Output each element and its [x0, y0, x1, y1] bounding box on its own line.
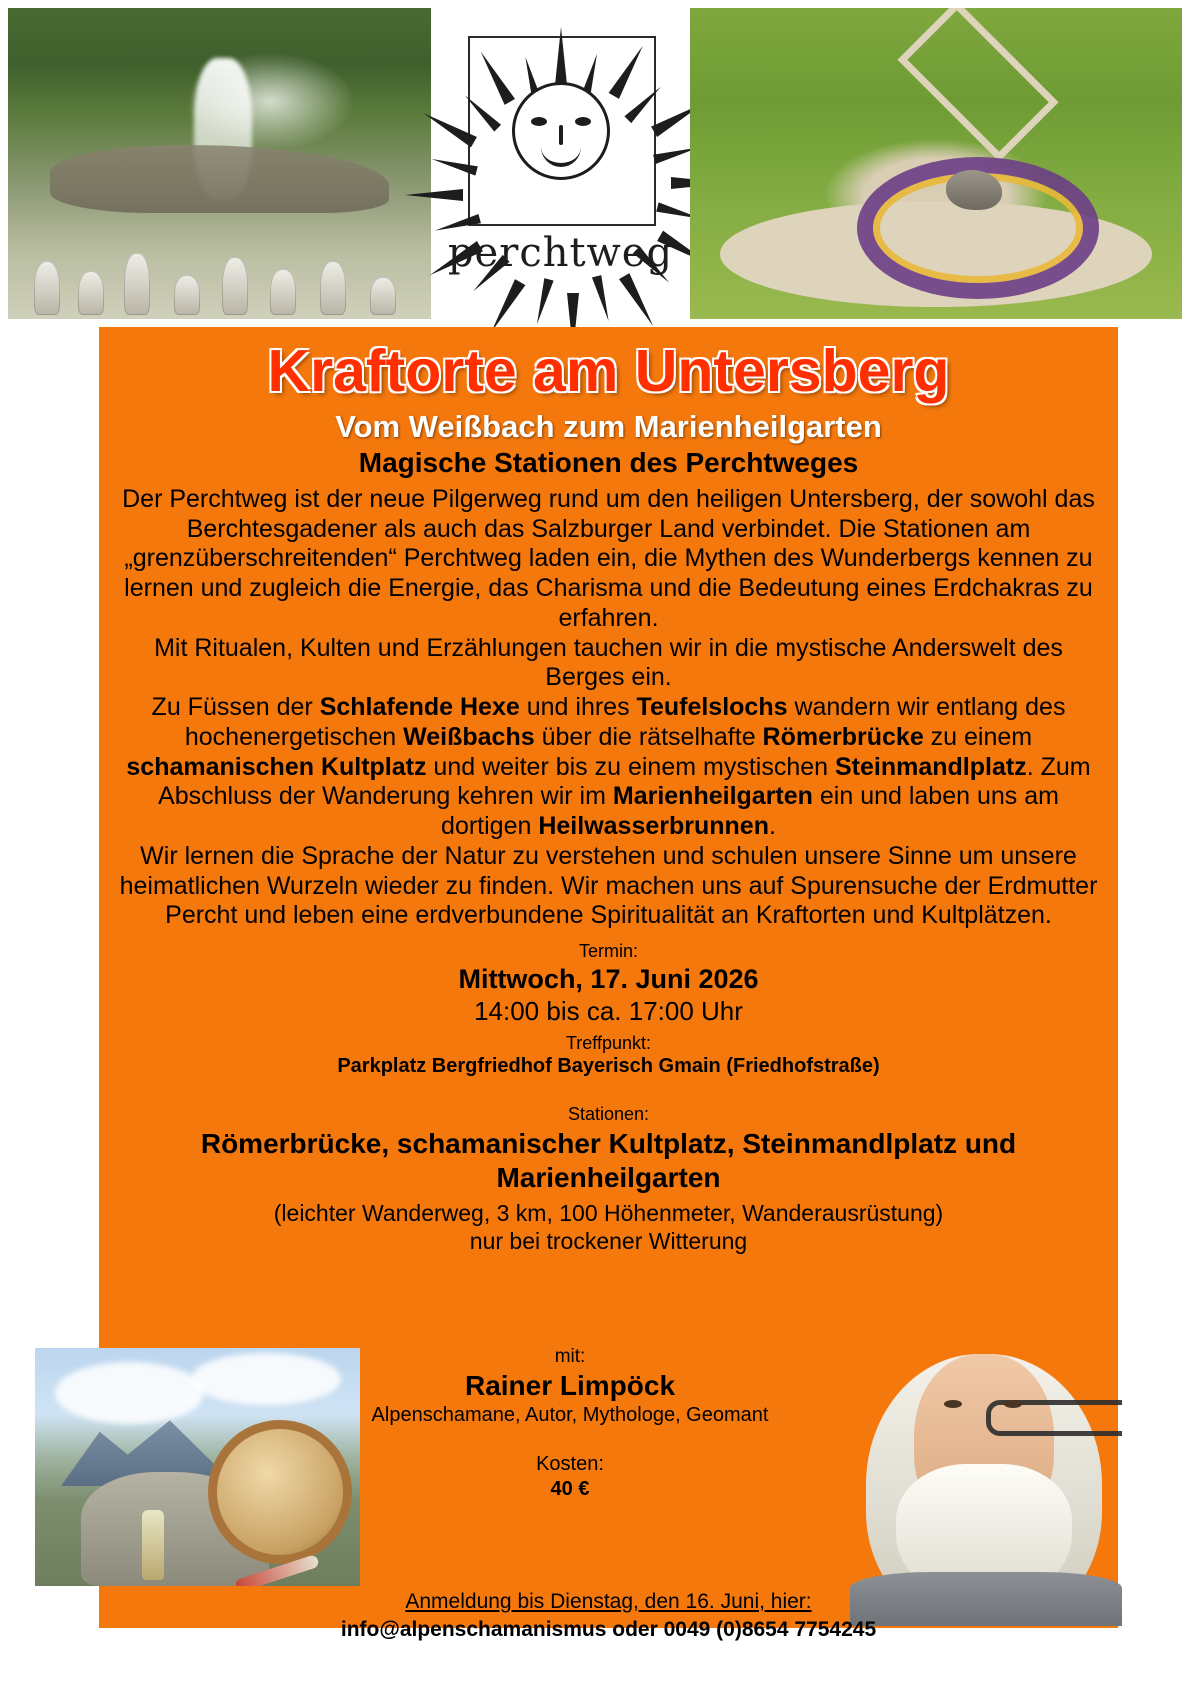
paragraph-nature: Wir lernen die Sprache der Natur zu verstehen und schulen unsere Sinne um unsere heimatlichen Wurzeln wieder zu finden. Wir machen uns auf Spurensuche der Erdmutter Percht und leben eine erdverbundene Spiritualität an Kraftorten und Kultplätzen. — [119, 841, 1098, 930]
route-text: und ihres — [519, 693, 637, 722]
presenter-label: mit: — [554, 1346, 586, 1367]
rainer-limpoeck-portrait — [840, 1296, 1122, 1626]
poster-panel — [99, 327, 1118, 1338]
cairn-stack — [222, 257, 248, 315]
termin-time: 14:00 bis ca. 17:00 Uhr — [474, 996, 743, 1027]
perchtweg-logo-panel — [437, 8, 684, 319]
meetingpoint-label: Treffpunkt: — [565, 1033, 652, 1054]
paragraph-route — [117, 693, 1100, 842]
page-title: Kraftorte am Untersberg — [267, 338, 950, 404]
stations-value: Römerbrücke, schamanischer Kultplatz, Steinmandlplatz und Marienheilgarten — [200, 1128, 1017, 1193]
cairn-stack — [78, 271, 104, 315]
waterfall-rocks — [50, 145, 388, 213]
portrait-eye — [944, 1400, 962, 1408]
route-text: und weiter bis zu einem mystischen — [426, 752, 835, 781]
sun-eye-icon — [531, 117, 547, 126]
cairn-stack — [124, 253, 150, 315]
cost-label: Kosten: — [536, 1453, 604, 1475]
cairn-stack — [320, 261, 346, 315]
subtitle-secondary: Magische Stationen des Perchtweges — [358, 446, 859, 478]
footer-band — [0, 1338, 1190, 1683]
route-highlight-roemerbruecke: Römerbrücke — [762, 722, 924, 751]
route-highlight-teufelsloch: Teufelslochs — [636, 693, 788, 722]
signup-contact[interactable]: info@alpenschamanismus oder 0049 (0)8654 7754245 — [340, 1618, 877, 1641]
route-highlight-hexe: Schlafende Hexe — [319, 693, 520, 722]
cairn-stack — [34, 261, 60, 315]
drum-icon — [208, 1420, 352, 1564]
paragraph-rituals: Mit Ritualen, Kulten und Erzählungen tauchen wir in die mystische Anderswelt des Berges ein. — [154, 633, 1063, 692]
route-text: Zu Füssen der — [151, 693, 320, 722]
cairn-stack — [174, 275, 200, 315]
presenter-role: Alpenschamane, Autor, Mythologe, Geomant — [371, 1404, 769, 1426]
route-text: . Zum Abschluss der Wanderung kehren wir im — [158, 752, 1091, 811]
sun-icon — [456, 26, 666, 236]
description-block — [99, 485, 1118, 931]
header-image-band — [0, 0, 1190, 327]
cost-value: 40 € — [550, 1478, 590, 1500]
sun-mouth-icon — [541, 147, 581, 167]
sun-eye-icon — [575, 117, 591, 126]
route-text: zu einem — [923, 722, 1033, 751]
route-text: ein und laben uns am dortigen — [441, 782, 1059, 841]
route-highlight-steinmandlplatz: Steinmandlplatz — [835, 752, 1027, 781]
presenter-name: Rainer Limpöck — [464, 1370, 676, 1401]
meetingpoint-value: Parkplatz Bergfriedhof Bayerisch Gmain (Friedhofstraße) — [337, 1055, 880, 1078]
route-highlight-weissbach: Weißbachs — [403, 722, 535, 751]
route-highlight-kultplatz: schamanischen Kultplatz — [126, 752, 427, 781]
waterfall-cairns-photo — [8, 8, 431, 319]
termin-label: Termin: — [578, 941, 638, 962]
shaman-drum-photo — [35, 1348, 360, 1586]
marienheilgarten-photo — [690, 8, 1182, 319]
presenter-credits — [360, 1346, 780, 1501]
route-note-line2: nur bei trockener Witterung — [469, 1227, 748, 1254]
portrait-eye — [1004, 1400, 1022, 1408]
route-text: . — [768, 812, 776, 841]
route-highlight-marienheilgarten: Marienheilgarten — [612, 782, 813, 811]
cairn-stack — [370, 277, 396, 315]
sun-nose-icon — [559, 125, 563, 145]
signup-deadline: Anmeldung bis Dienstag, den 16. Juni, hier: — [405, 1590, 812, 1613]
paragraph-intro: Der Perchtweg ist der neue Pilgerweg rund um den heiligen Untersberg, der sowohl das Berchtesgadener als auch das Salzburger Land verbindet. Die Stationen am „grenzüberschreitenden“ Perchtweg laden ein, die Mythen des Wunderbergs kennen zu lernen und zugleich die Energie, das Charisma und die Bedeutung eines Erdchakras zu erfahren. — [122, 484, 1095, 632]
garden-path-diamond — [898, 8, 1059, 162]
signup-block — [99, 1590, 1118, 1642]
stations-label: Stationen: — [567, 1104, 650, 1125]
logo-wordmark: perchtweg — [447, 230, 674, 276]
termin-date: Mittwoch, 17. Juni 2026 — [458, 964, 759, 995]
route-highlight-heilwasserbrunnen: Heilwasserbrunnen — [538, 812, 769, 841]
route-note-line1: (leichter Wanderweg, 3 km, 100 Höhenmeter, Wanderausrüstung) — [273, 1200, 944, 1227]
route-text: wandern wir entlang des hochenergetischen — [184, 693, 1066, 751]
sun-face-icon — [512, 82, 610, 180]
offering-bottle — [142, 1510, 164, 1580]
subtitle-primary: Vom Weißbach zum Marienheilgarten — [335, 408, 882, 444]
cairn-stack — [270, 269, 296, 315]
route-text: über die rätselhafte — [534, 722, 763, 751]
